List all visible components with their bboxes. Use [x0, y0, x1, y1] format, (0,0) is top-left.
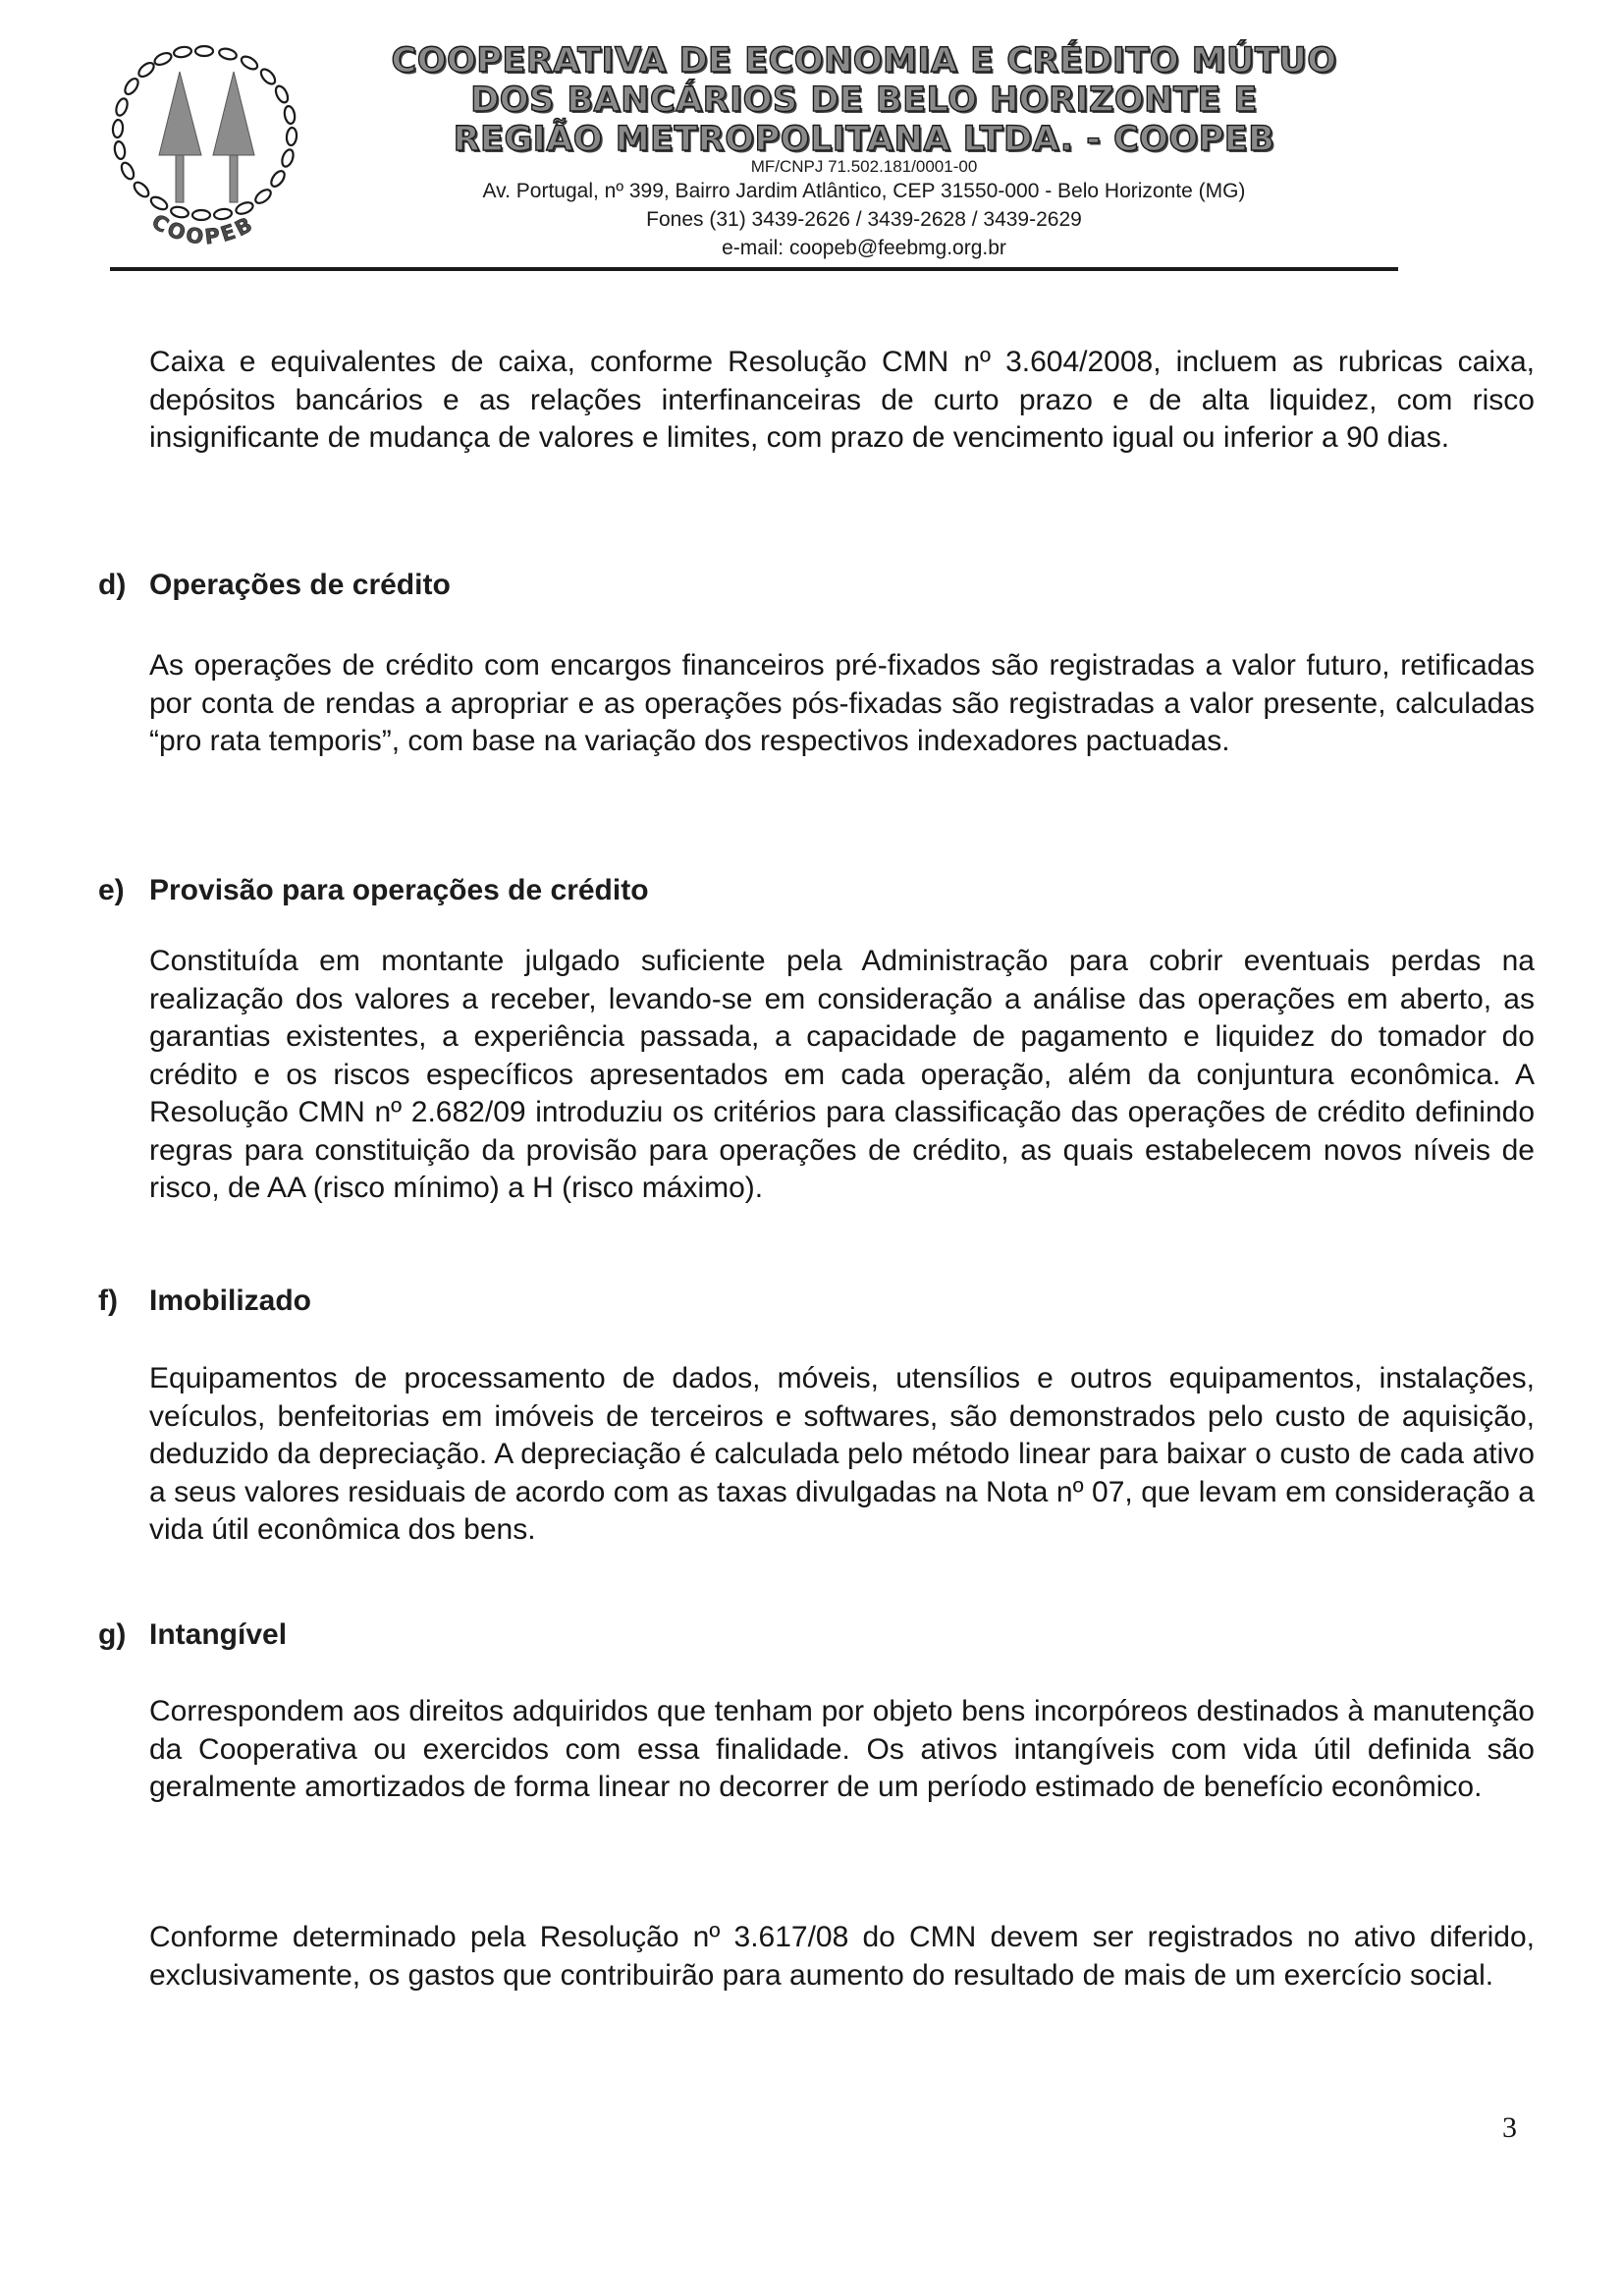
deferred-assets-paragraph: Conforme determinado pela Resolução nº 3.617/08 do CMN devem ser registrados no ativo diferido, exclusivamente, os gastos que contribuirão para aumento do resultado de mais de um exercício social. [149, 1921, 1535, 1992]
svg-text:COOPEB [148, 209, 259, 248]
section-marker: f) [98, 1285, 118, 1317]
org-name-line-3: REGIÃO METROPOLITANA LTDA. - COOPEB [453, 120, 1275, 159]
org-name-line-2: DOS BANCÁRIOS DE BELO HORIZONTE E [470, 81, 1258, 120]
section-heading-f [98, 1284, 1473, 1319]
section-body-e: Constituída em montante julgado suficiente pela Administração para cobrir eventuais perdas na realização dos valores a receber, levando-se em consideração a análise das operações em aberto, as garantias existentes, a experiência passada, a capacidade de pagamento e liquidez do tomador do crédito e os riscos específicos apresentados em cada operação, além da conjuntura econômica. A Resolução CMN nº 2.682/09 introduziu os critérios para classificação das operações de crédito definindo regras para constituição da provisão para operações de crédito, as quais estabelecem novos níveis de risco, de AA (risco mínimo) a H (risco máximo). [149, 945, 1535, 1204]
section-title: Provisão para operações de crédito [149, 874, 649, 906]
section-marker: e) [98, 874, 125, 906]
email-address: e-mail: coopeb@feebmg.org.br [722, 237, 1006, 259]
section-title: Imobilizado [149, 1285, 311, 1317]
cash-equivalents-paragraph: Caixa e equivalentes de caixa, conforme Resolução CMN nº 3.604/2008, incluem as rubricas caixa, depósitos bancários e as relações interfinanceiras de curto prazo e de alta liquidez, com risco insignificante de mudança de valores e limites, com prazo de vencimento igual ou inferior a 90 dias. [149, 346, 1535, 454]
section-body-f: Equipamentos de processamento de dados, móveis, utensílios e outros equipamentos, instalações, veículos, benfeitorias em imóveis de terceiros e softwares, são demonstrados pelo custo de aquisição, deduzido da depreciação. A depreciação é calculada pelo método linear para baixar o custo de cada ativo a seus valores residuais de acordo com as taxas divulgadas na Nota nº 07, que levam em consideração a vida útil econômica dos bens. [149, 1362, 1535, 1546]
section-title: Operações de crédito [149, 569, 451, 601]
section-heading-g [98, 1617, 1473, 1653]
org-name-line-1: COOPERATIVA DE ECONOMIA E CRÉDITO MÚTUO [391, 41, 1337, 81]
cnpj-number: MF/CNPJ 71.502.181/0001-00 [750, 157, 978, 176]
twin-pine-trees-chain-circle-icon [106, 39, 302, 250]
coopeb-logo [106, 39, 302, 250]
page-number: 3 [1502, 2111, 1517, 2144]
phone-numbers: Fones (31) 3439-2626 / 3439-2628 / 3439-2629 [646, 208, 1082, 231]
section-marker: g) [98, 1618, 127, 1651]
organization-name [314, 41, 1414, 159]
section-body-d: As operações de crédito com encargos financeiros pré-fixados são registradas a valor futuro, retificadas por conta de rendas a apropriar e as operações pós-fixadas são registradas a valor presente, calculadas “pro rata temporis”, com base na variação dos respectivos indexadores pactuadas. [149, 649, 1535, 757]
section-heading-d [98, 568, 1473, 603]
section-body-g: Correspondem aos direitos adquiridos que tenham por objeto bens incorpóreos destinados à manutenção da Cooperativa ou exercidos com essa finalidade. Os ativos intangíveis com vida útil definida são geralmente amortizados de forma linear no decorrer de um período estimado de benefício econômico. [149, 1695, 1535, 1803]
address: Av. Portugal, nº 399, Bairro Jardim Atlântico, CEP 31550-000 - Belo Horizonte (MG) [482, 180, 1246, 202]
section-marker: d) [98, 569, 127, 601]
header-divider [110, 267, 1398, 271]
logo-text: COOPEB [147, 209, 259, 249]
section-title: Intangível [149, 1618, 288, 1651]
section-heading-e [98, 873, 1473, 908]
organization-contact-info [314, 157, 1414, 262]
